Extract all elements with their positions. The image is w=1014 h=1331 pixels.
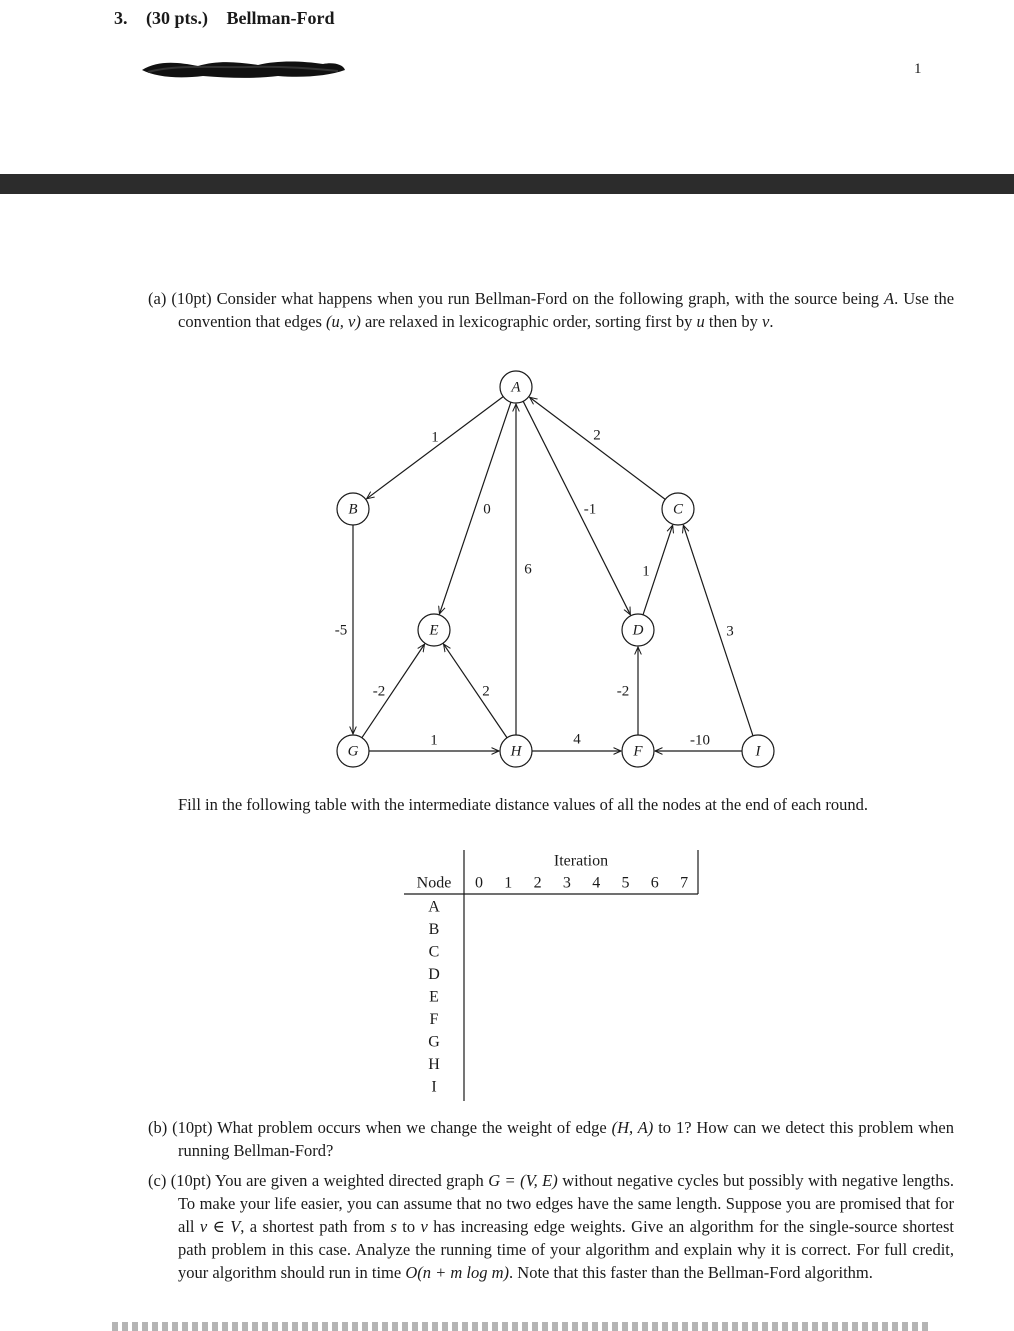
- edge-A-E: [439, 402, 510, 614]
- edge-weight-I-F: -10: [690, 732, 710, 749]
- table-iteration-col-1: 1: [504, 874, 513, 892]
- table-iteration-col-6: 6: [650, 874, 659, 892]
- table-iteration-col-2: 2: [533, 874, 542, 892]
- bellman-ford-graph: [320, 366, 800, 776]
- edge-weight-H-A: 6: [524, 561, 532, 578]
- edge-weight-B-G: -5: [334, 622, 348, 639]
- question-title: Bellman-Ford: [226, 8, 335, 28]
- edge-weight-H-F: 4: [573, 731, 581, 748]
- next-question-cutoff: [112, 1322, 932, 1331]
- part-b-prompt: (b) (10pt) What problem occurs when we change the weight of edge (H, A) to 1? How can we detect this problem when running Bellman-Ford?: [148, 1118, 955, 1160]
- part-a-prompt: (a) (10pt) Consider what happens when you run Bellman-Ford on the following graph, with the source being A. Use the convention that edges (u, v) are relaxed in lexicographic order, sorting first by u then by v.: [148, 289, 955, 331]
- node-label-I: I: [755, 743, 761, 760]
- table-row-label-G: G: [428, 1033, 440, 1051]
- edge-weight-D-C: 1: [642, 563, 650, 580]
- edge-G-E: [362, 644, 425, 738]
- table-row-label-A: A: [428, 898, 440, 916]
- part-a-points: (10pt): [171, 289, 212, 308]
- edge-C-A: [530, 397, 666, 499]
- edge-weight-A-E: 0: [483, 501, 491, 518]
- part-b-points: (10pt): [172, 1118, 213, 1137]
- page-number: 1: [914, 61, 922, 77]
- table-row-label-C: C: [428, 943, 440, 961]
- table-row-label-I: I: [431, 1078, 437, 1096]
- table-iteration-col-0: 0: [475, 874, 483, 892]
- edge-A-B: [367, 397, 504, 499]
- node-label-A: A: [511, 379, 521, 396]
- table-row-label-B: B: [428, 921, 440, 939]
- part-c-label: (c): [148, 1171, 167, 1190]
- edge-weight-I-C: 3: [726, 623, 734, 640]
- node-label-G: G: [347, 743, 359, 760]
- part-a-label: (a): [148, 289, 167, 308]
- edge-I-C: [683, 525, 753, 736]
- part-b-label: (b): [148, 1118, 168, 1137]
- table-iteration-col-4: 4: [592, 874, 601, 892]
- part-c-prompt: (c) (10pt) You are given a weighted directed graph G = (V, E) without negative cycles but possibly with negative lengths. To make your life easier, you can assume that no two edges have the same length. Suppose you are promised that for all v ∈ V, a shortest path from s to v has increasing edge weights. Give an algorithm for the single-source shortest path problem in this case. Analyze the running time of your algorithm and explain why it is correct. For full credit, your algorithm should run in time O(n + m log m). Note that this faster than the Bellman-Ford algorithm.: [148, 1171, 955, 1282]
- table-iteration-col-3: 3: [562, 874, 571, 892]
- table-iteration-col-5: 5: [621, 874, 630, 892]
- table-row-label-E: E: [429, 988, 439, 1006]
- redacted-name-scribble: [138, 58, 348, 80]
- distance-table: [400, 848, 710, 1103]
- table-row-label-D: D: [428, 966, 440, 984]
- table-instruction: Fill in the following table with the intermediate distance values of all the nodes at the end of each round.: [178, 795, 869, 814]
- edge-weight-H-E: 2: [482, 683, 490, 700]
- edge-weight-C-A: 2: [593, 427, 601, 444]
- node-label-H: H: [510, 743, 522, 760]
- part-c-points: (10pt): [170, 1171, 212, 1190]
- scan-divider-bar: [0, 174, 1014, 194]
- table-node-header: Node: [416, 874, 452, 892]
- edge-weight-A-D: -1: [583, 501, 597, 518]
- edge-weight-G-H: 1: [430, 732, 438, 749]
- question-points: (30 pts.): [146, 8, 208, 28]
- question-heading: [114, 8, 335, 29]
- table-iteration-col-7: 7: [680, 874, 689, 892]
- node-label-D: D: [632, 622, 644, 639]
- edge-weight-A-B: 1: [431, 429, 439, 446]
- edge-weight-F-D: -2: [616, 683, 630, 700]
- node-label-B: B: [348, 501, 358, 518]
- edge-H-E: [444, 644, 507, 738]
- node-label-C: C: [672, 501, 684, 518]
- node-label-E: E: [429, 622, 439, 639]
- edge-weight-G-E: -2: [372, 683, 386, 700]
- table-row-label-F: F: [429, 1011, 439, 1029]
- node-label-F: F: [633, 743, 643, 760]
- question-number: 3.: [114, 8, 128, 28]
- table-row-label-H: H: [428, 1056, 440, 1074]
- table-iteration-header: Iteration: [553, 852, 609, 870]
